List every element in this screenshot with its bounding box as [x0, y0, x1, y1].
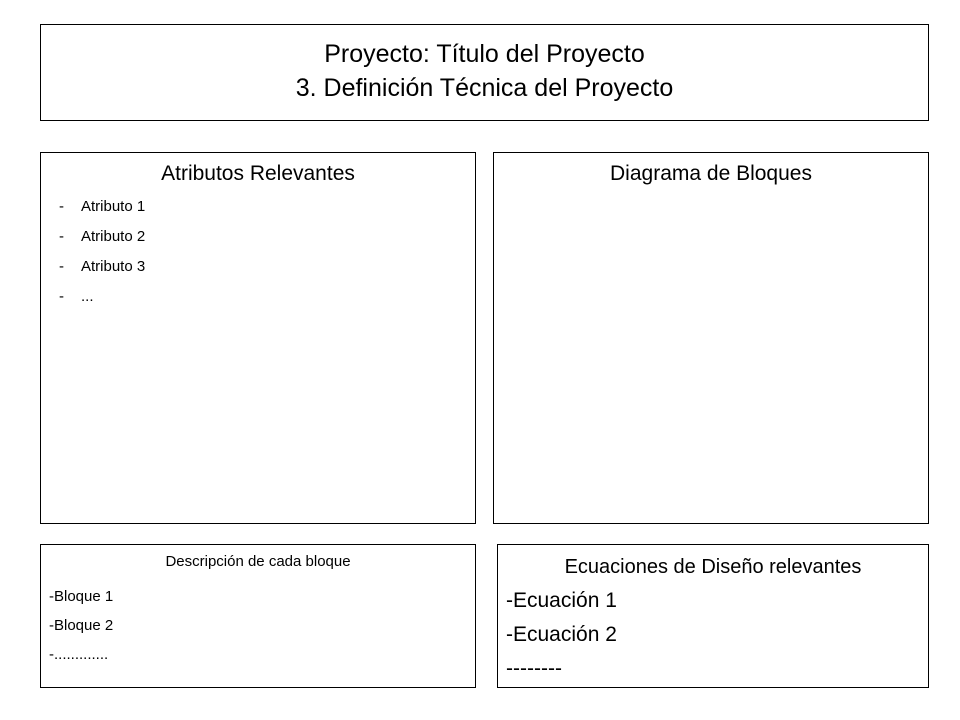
list-item-text: ...: [81, 288, 94, 305]
list-item: -Bloque 2: [49, 617, 114, 634]
bullet-dash: -: [59, 258, 64, 275]
list-item: --------: [506, 657, 562, 680]
bullet-dash: -: [59, 228, 64, 245]
project-title: Proyecto: Título del Proyecto: [324, 40, 645, 68]
bullet-dash: -: [59, 198, 64, 215]
attributes-list: [41, 192, 475, 312]
block-diagram-heading: Diagrama de Bloques: [610, 162, 812, 185]
block-diagram-box: [493, 152, 929, 524]
attributes-box: [40, 152, 476, 524]
list-item: [59, 282, 475, 312]
list-item-text: Atributo 1: [81, 198, 146, 215]
list-item: -Ecuación 1: [506, 589, 617, 612]
bullet-dash: -: [59, 288, 64, 305]
section-title: 3. Definición Técnica del Proyecto: [295, 74, 674, 102]
list-item: [59, 252, 475, 282]
list-item-text: Atributo 3: [81, 258, 146, 275]
block-description-heading: Descripción de cada bloque: [165, 553, 351, 570]
list-item-text: Atributo 2: [81, 228, 146, 245]
design-equations-heading: Ecuaciones de Diseño relevantes: [564, 556, 862, 578]
block-description-box: [40, 544, 476, 688]
list-item: [59, 192, 475, 222]
list-item: -Ecuación 2: [506, 623, 617, 646]
design-equations-list: [498, 584, 928, 686]
design-equations-box: [497, 544, 929, 688]
list-item: -.............: [49, 646, 109, 663]
list-item: [59, 222, 475, 252]
list-item: -Bloque 1: [49, 588, 114, 605]
block-description-list: [41, 582, 475, 669]
attributes-heading: Atributos Relevantes: [161, 162, 355, 185]
title-box: [40, 24, 929, 121]
